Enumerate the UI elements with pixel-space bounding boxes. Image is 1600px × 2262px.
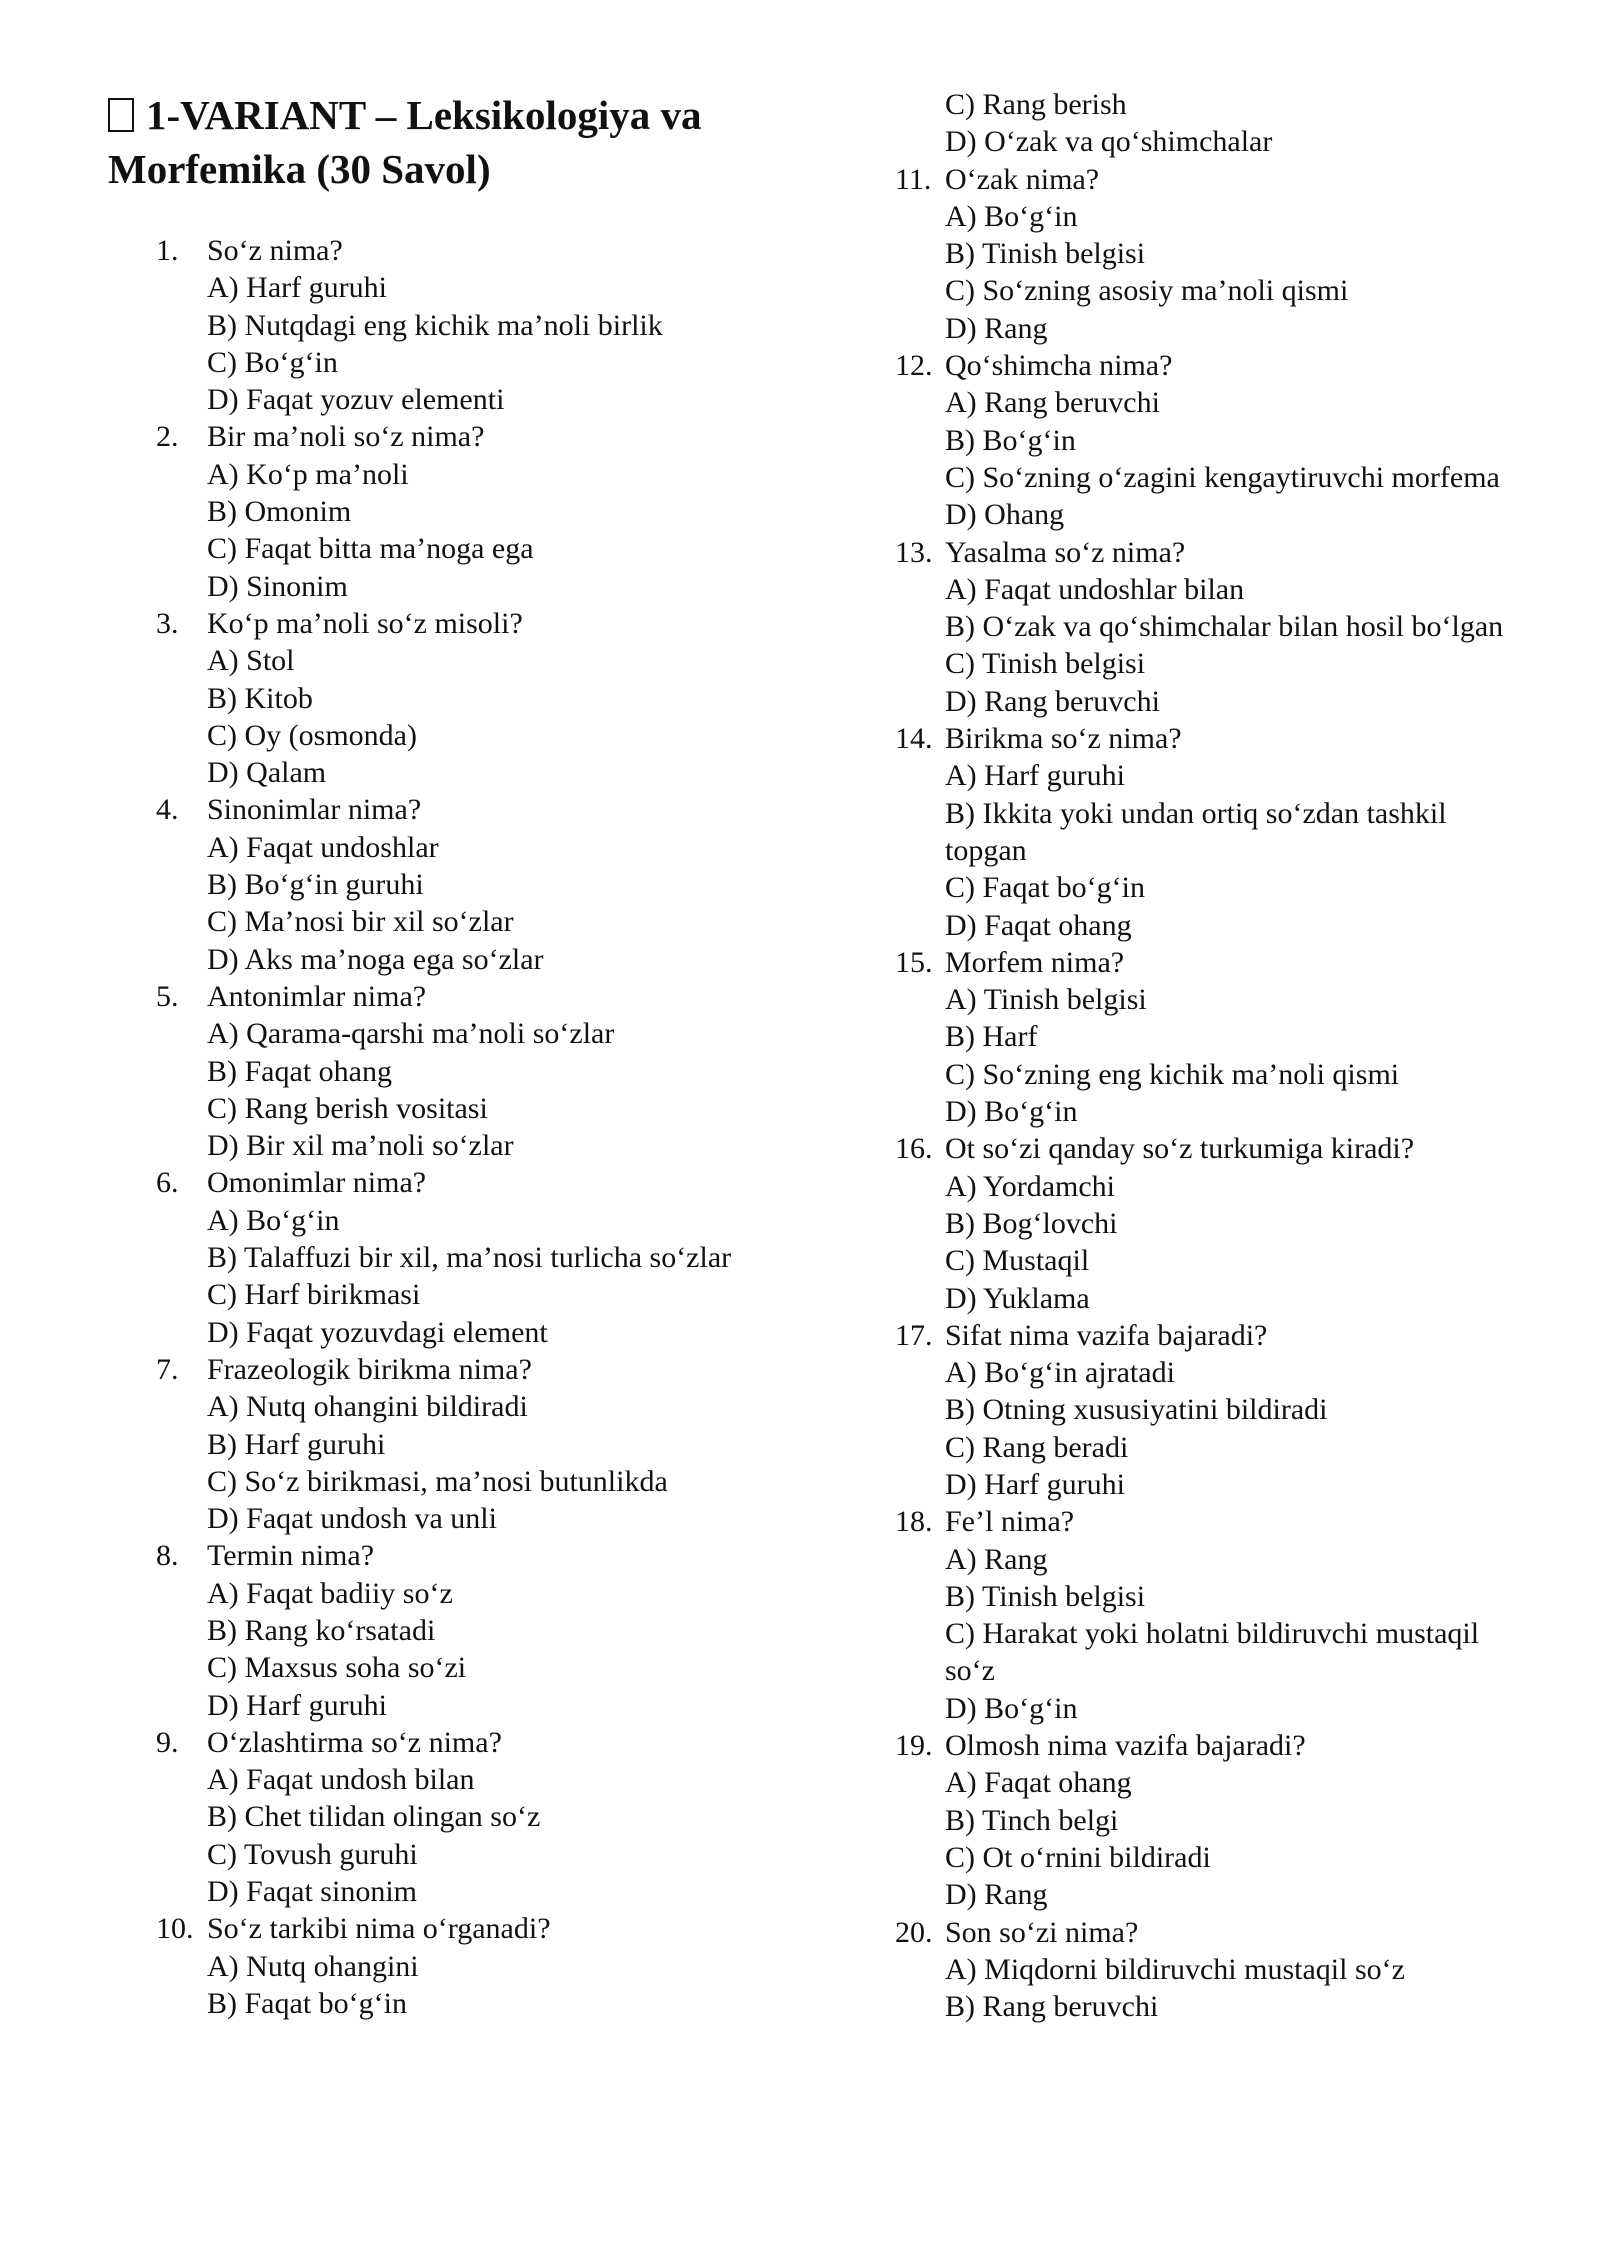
question-number: 17. — [895, 1318, 933, 1352]
answer-option: C) Oy (osmonda) — [207, 718, 417, 752]
question-text: So‘z nima? — [207, 234, 343, 267]
answer-option: D) Sinonim — [207, 569, 348, 603]
answer-option: D) Bo‘g‘in — [945, 1095, 1078, 1129]
question-item — [895, 1503, 1515, 1727]
question-number: 3. — [156, 606, 179, 640]
answer-option: B) Chet tilidan olingan so‘z — [207, 1800, 541, 1834]
question-text: Frazeologik birikma nima? — [207, 1352, 532, 1386]
question-item — [895, 1317, 1515, 1503]
answer-option: D) O‘zak va qo‘shimchalar — [945, 125, 1273, 159]
answer-option: A) Nutq ohangini — [207, 1949, 419, 1983]
answer-option: A) Harf guruhi — [207, 271, 387, 305]
answer-option: A) Faqat undosh bilan — [207, 1763, 475, 1797]
answer-option: C) Ma’nosi bir xil so‘zlar — [207, 905, 514, 939]
question-item — [895, 1914, 1515, 2026]
question-item — [108, 418, 808, 604]
answer-option: B) Bo‘g‘in guruhi — [207, 868, 424, 902]
answer-option: D) Faqat yozuv elementi — [207, 383, 505, 417]
answer-option: A) Miqdorni bildiruvchi mustaqil so‘z — [945, 1952, 1405, 1986]
question-number: 13. — [895, 535, 933, 569]
question-number: 12. — [895, 349, 933, 383]
answer-option: D) Ohang — [945, 498, 1065, 532]
page-title-text: 1-VARIANT – Leksikologiya va Morfemika (30 Savol) — [108, 92, 702, 192]
question-number: 4. — [156, 793, 179, 827]
question-list-left — [108, 232, 808, 2022]
question-item — [108, 978, 808, 1164]
answer-option: B) Bo‘g‘in — [945, 423, 1076, 457]
question-text: Birikma so‘z nima? — [945, 722, 1182, 756]
answer-option: A) Faqat badiiy so‘z — [207, 1576, 453, 1610]
answer-option: A) Tinish belgisi — [945, 983, 1147, 1017]
answer-option: D) Faqat undosh va unli — [207, 1502, 497, 1536]
answer-option: C) So‘zning o‘zagini kengaytiruvchi morfema — [945, 460, 1500, 494]
question-number: 18. — [895, 1505, 933, 1539]
answer-option: C) Tovush guruhi — [207, 1837, 418, 1871]
answer-option: D) Faqat ohang — [945, 908, 1132, 942]
answer-option: C) Tinish belgisi — [945, 647, 1146, 681]
question-text: Sifat nima vazifa bajaradi? — [945, 1318, 1268, 1352]
answer-option: B) Nutqdagi eng kichik ma’noli birlik — [207, 308, 663, 342]
question-text: Qo‘shimcha nima? — [945, 349, 1173, 383]
answer-option: A) Faqat ohang — [945, 1766, 1132, 1800]
question-number: 14. — [895, 722, 933, 756]
question-number: 5. — [156, 979, 179, 1013]
answer-option: C) Rang berish — [945, 88, 1127, 121]
answer-option: C) Ot o‘rnini bildiradi — [945, 1840, 1211, 1874]
question-item — [108, 1351, 808, 1537]
answer-option: D) Harf guruhi — [945, 1467, 1125, 1501]
answer-option: B) Harf — [945, 1020, 1038, 1054]
question-text: Sinonimlar nima? — [207, 793, 422, 827]
answer-option: D) Qalam — [207, 756, 327, 790]
question-number: 8. — [156, 1539, 179, 1573]
question-number: 10. — [156, 1912, 194, 1946]
question-number: 9. — [156, 1725, 179, 1759]
answer-option: B) Omonim — [207, 495, 352, 529]
answer-option: B) Tinch belgi — [945, 1803, 1119, 1837]
answer-option: C) Faqat bo‘g‘in — [945, 871, 1145, 905]
answer-option: A) Nutq ohangini bildiradi — [207, 1390, 528, 1424]
question-text: Bir ma’noli so‘z nima? — [207, 420, 485, 454]
question-number: 20. — [895, 1915, 933, 1949]
question-item — [108, 791, 808, 977]
answer-option: D) Aks ma’noga ega so‘zlar — [207, 942, 544, 976]
answer-option: A) Qarama-qarshi ma’noli so‘zlar — [207, 1017, 615, 1051]
question-item — [108, 605, 808, 791]
answer-option: C) Harf birikmasi — [207, 1278, 421, 1312]
answer-option: B) Rang beruvchi — [945, 1990, 1159, 2024]
answer-option: B) Harf guruhi — [207, 1427, 386, 1461]
answer-option: D) Faqat yozuvdagi element — [207, 1315, 548, 1349]
answer-option: C) So‘zning asosiy ma’noli qismi — [945, 274, 1349, 308]
question-text: Termin nima? — [207, 1539, 375, 1573]
answer-option: C) So‘zning eng kichik ma’noli qismi — [945, 1057, 1400, 1091]
question-item — [108, 1164, 808, 1350]
question-number: 7. — [156, 1352, 179, 1386]
question-item — [895, 161, 1515, 347]
answer-option: A) Bo‘g‘in — [207, 1203, 340, 1237]
answer-option: D) Rang — [945, 311, 1048, 345]
answer-option: D) Harf guruhi — [207, 1688, 387, 1722]
question-number: 6. — [156, 1166, 179, 1200]
answer-option: D) Bo‘g‘in — [945, 1691, 1078, 1725]
answer-option: B) O‘zak va qo‘shimchalar bilan hosil bo‘lgan — [945, 610, 1504, 644]
question-text: So‘z tarkibi nima o‘rganadi? — [207, 1912, 551, 1946]
question-text: Son so‘zi nima? — [945, 1915, 1139, 1949]
answer-option: B) Kitob — [207, 681, 313, 715]
answer-option: D) Yuklama — [945, 1281, 1090, 1315]
answer-option: D) Faqat sinonim — [207, 1875, 417, 1909]
question-number: 11. — [895, 162, 932, 196]
question-number: 1. — [156, 234, 179, 267]
answer-option: C) Bo‘g‘in — [207, 345, 338, 379]
answer-option: A) Bo‘g‘in — [945, 199, 1078, 233]
answer-option: B) Tinish belgisi — [945, 1579, 1146, 1613]
question-number: 16. — [895, 1132, 933, 1166]
question-number: 15. — [895, 945, 933, 979]
answer-option: C) Mustaqil — [945, 1244, 1090, 1278]
answer-option: B) Faqat ohang — [207, 1054, 392, 1088]
unknown-glyph-icon — [108, 98, 134, 132]
question-text: O‘zlashtirma so‘z nima? — [207, 1725, 502, 1759]
question-text: Morfem nima? — [945, 945, 1125, 979]
question-text: Ko‘p ma’noli so‘z misoli? — [207, 606, 523, 640]
answer-option: B) Rang ko‘rsatadi — [207, 1613, 436, 1647]
question-item — [895, 944, 1515, 1130]
question-item — [895, 1130, 1515, 1316]
answer-option: A) Harf guruhi — [945, 759, 1125, 793]
answer-option: B) Faqat bo‘g‘in — [207, 1986, 407, 2020]
answer-option: D) Bir xil ma’noli so‘zlar — [207, 1129, 514, 1163]
answer-option: B) Bog‘lovchi — [945, 1206, 1118, 1240]
answer-option: B) Ikkita yoki undan ortiq so‘zdan tashkil topgan — [945, 796, 1447, 867]
answer-option: A) Rang — [945, 1542, 1048, 1576]
question-number: 2. — [156, 420, 179, 454]
question-text: O‘zak nima? — [945, 162, 1100, 196]
answer-option: B) Talaffuzi bir xil, ma’nosi turlicha so‘zlar — [207, 1241, 732, 1275]
question-text: Omonimlar nima? — [207, 1166, 427, 1200]
answer-option: D) Rang — [945, 1878, 1048, 1912]
question-text: Ot so‘zi qanday so‘z turkumiga kiradi? — [945, 1132, 1415, 1166]
answer-option: C) Faqat bitta ma’noga ega — [207, 532, 534, 566]
question-number: 19. — [895, 1729, 933, 1763]
answer-option: C) Rang berish vositasi — [207, 1091, 488, 1125]
answer-option: A) Faqat undoshlar — [207, 830, 439, 864]
question-item — [895, 534, 1515, 720]
answer-option: A) Yordamchi — [945, 1169, 1115, 1203]
answer-option: C) Harakat yoki holatni bildiruvchi mustaqil so‘z — [945, 1617, 1480, 1688]
question-list-right — [895, 86, 1515, 2025]
page-title — [108, 88, 808, 196]
answer-option: C) Maxsus soha so‘zi — [207, 1651, 467, 1685]
question-item — [108, 1724, 808, 1910]
answer-option: C) So‘z birikmasi, ma’nosi butunlikda — [207, 1464, 668, 1498]
answer-option: B) Otning xususiyatini bildiradi — [945, 1393, 1328, 1427]
question-text: Olmosh nima vazifa bajaradi? — [945, 1729, 1306, 1763]
answer-option: A) Stol — [207, 644, 295, 678]
question-item — [108, 232, 808, 418]
question-continuation — [895, 86, 1515, 161]
question-text: Yasalma so‘z nima? — [945, 535, 1186, 569]
question-item — [108, 1910, 808, 2022]
answer-option: A) Rang beruvchi — [945, 386, 1160, 420]
question-text: Fe’l nima? — [945, 1505, 1075, 1539]
answer-option: A) Ko‘p ma’noli — [207, 457, 409, 491]
question-item — [895, 1727, 1515, 1913]
answer-option: B) Tinish belgisi — [945, 237, 1146, 271]
question-item — [895, 720, 1515, 944]
answer-option: A) Faqat undoshlar bilan — [945, 572, 1245, 606]
question-item — [108, 1537, 808, 1723]
question-text: Antonimlar nima? — [207, 979, 427, 1013]
answer-option: D) Rang beruvchi — [945, 684, 1160, 718]
question-item — [895, 347, 1515, 533]
answer-option: C) Rang beradi — [945, 1430, 1129, 1464]
answer-option: A) Bo‘g‘in ajratadi — [945, 1356, 1175, 1390]
